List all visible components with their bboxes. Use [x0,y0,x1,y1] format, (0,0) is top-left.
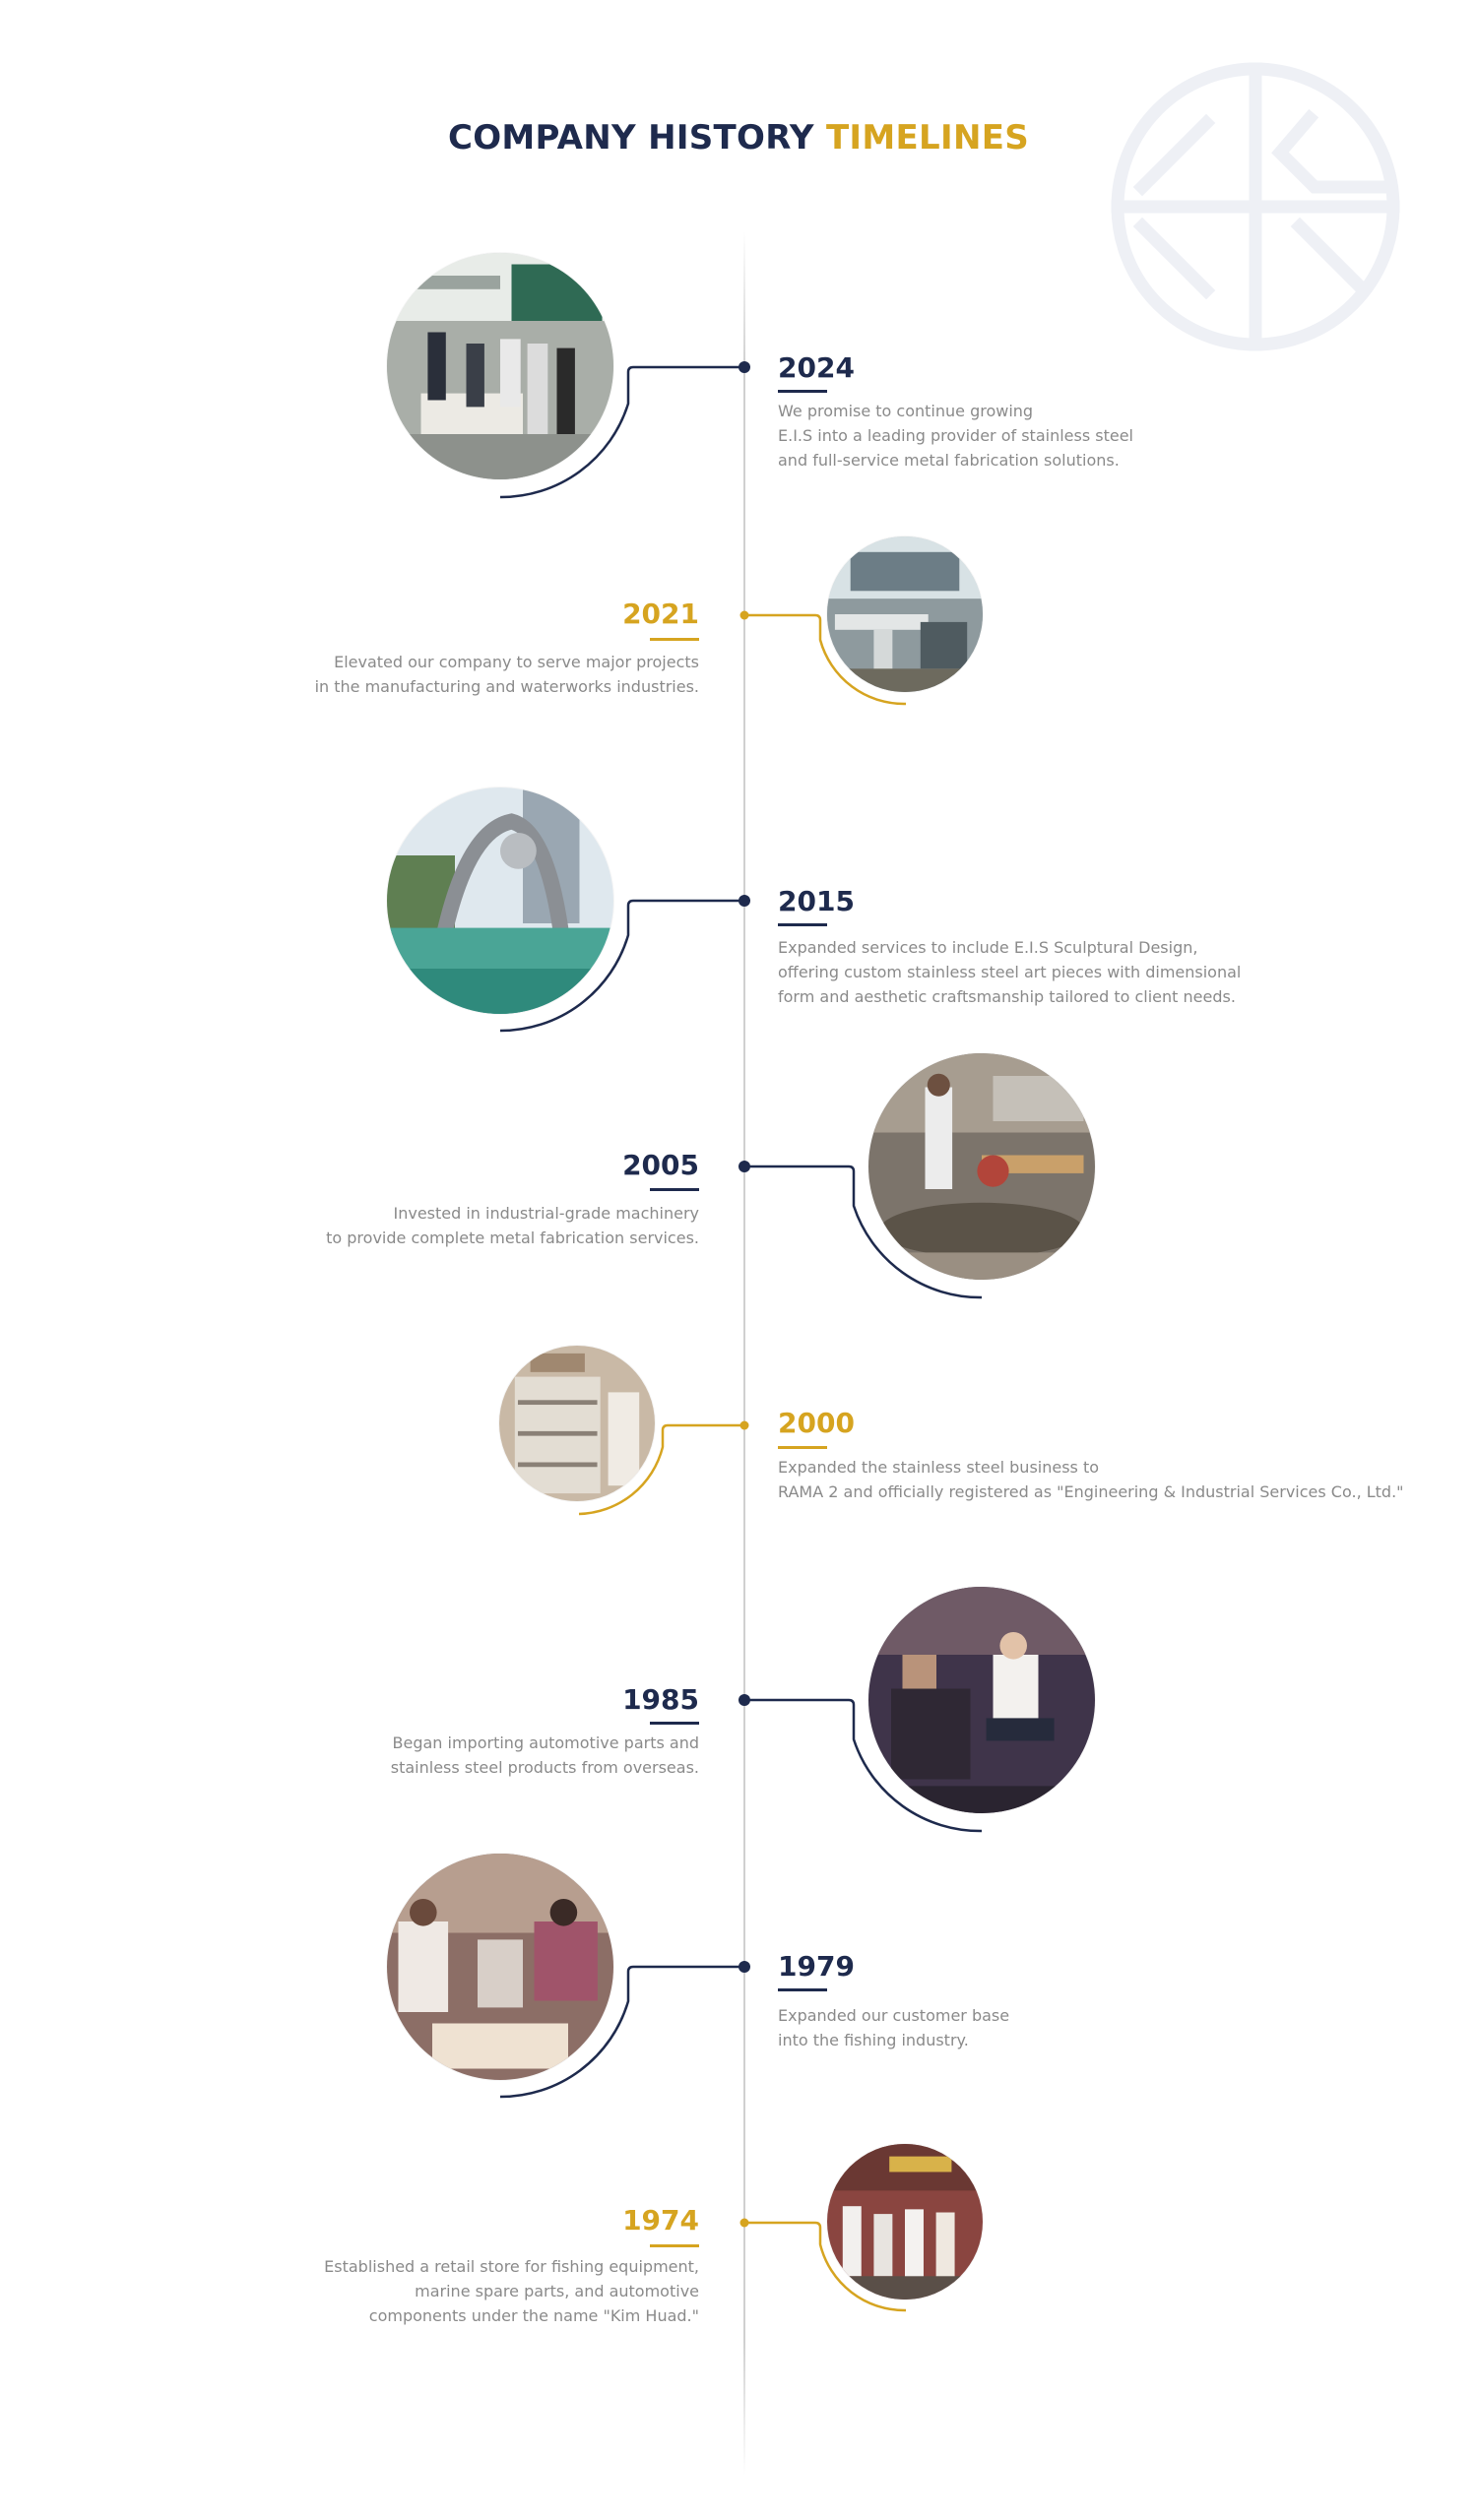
year-underline [650,1722,699,1725]
year-underline [650,638,699,641]
description-2021: Elevated our company to serve major projects in the manufacturing and waterworks industries. [314,653,699,696]
description-2024: We promise to continue growing E.I.S into a leading provider of stainless steel and full-service metal fabrication solutions. [778,402,1133,470]
office-founder-photo [868,1587,1095,1813]
title-main: COMPANY HISTORY [447,118,814,158]
factory-visit-photo [387,253,613,479]
year-underline [778,390,827,393]
year-underline [650,2244,699,2247]
stainless-sculpture-photo [387,788,613,1014]
waterworks-plant-photo [827,536,983,692]
year-2021: 2021 [622,598,699,630]
year-underline [778,923,827,926]
year-1974: 1974 [622,2204,699,2236]
title-accent: TIMELINES [825,118,1030,158]
description-2015: Expanded services to include E.I.S Sculptural Design, offering custom stainless steel art pieces with dimensional form and aesthetic craftsmanship tailored to client needs. [778,938,1242,1006]
eis-logo-icon [1103,54,1408,359]
description-2000: Expanded the stainless steel business to RAMA 2 and officially registered as "Engineering & Industrial Services Co., Ltd." [778,1458,1404,1501]
description-2005: Invested in industrial-grade machinery to provide complete metal fabrication services. [326,1204,699,1247]
parts-shelf-photo [499,1346,655,1501]
description-1985: Began importing automotive parts and stainless steel products from overseas. [390,1733,699,1777]
workshop-team-photo [387,1854,613,2080]
description-1979: Expanded our customer base into the fishing industry. [778,2006,1010,2049]
description-1974: Established a retail store for fishing equipment, marine spare parts, and automotive components under the name "Kim Huad." [324,2257,699,2325]
year-1979: 1979 [778,1950,855,1983]
timeline-axis [743,231,745,2476]
machinery-workshop-photo [868,1053,1095,1280]
year-underline [778,1446,827,1449]
year-underline [778,1988,827,1991]
year-2000: 2000 [778,1407,855,1439]
year-2024: 2024 [778,351,855,384]
kim-huad-store-photo [827,2144,983,2300]
year-2015: 2015 [778,885,855,917]
year-2005: 2005 [622,1149,699,1181]
page-title [0,118,1477,158]
year-1985: 1985 [622,1683,699,1716]
year-underline [650,1188,699,1191]
